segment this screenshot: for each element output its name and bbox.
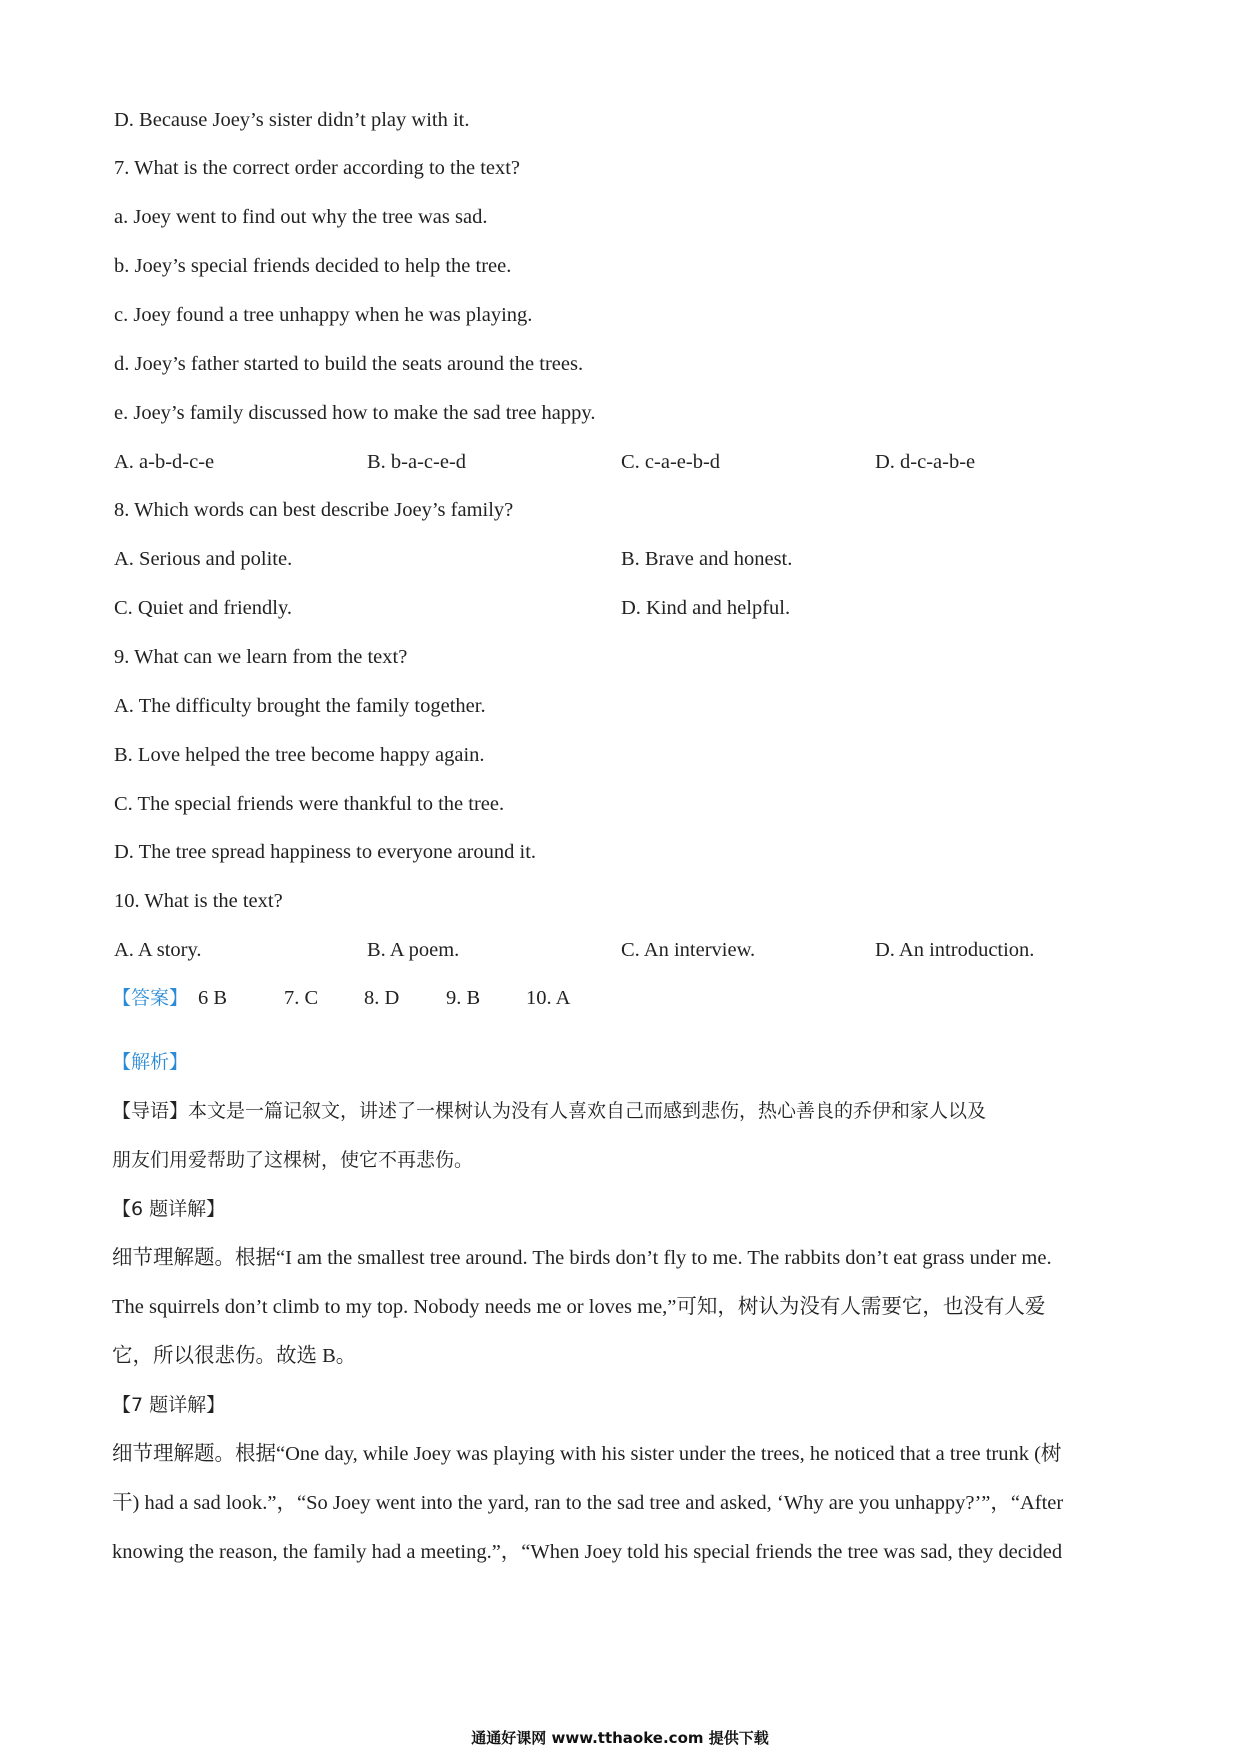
q8-option-a: A. Serious and polite. xyxy=(114,548,293,570)
guide-line-2: 朋友们用爱帮助了这棵树，使它不再悲伤。 xyxy=(112,1149,474,1171)
q8-option-b: B. Brave and honest. xyxy=(621,548,793,570)
q7-detail-line-1: 细节理解题。根据“One day, while Joey was playing with his sister under the trees, he noticed that a tree trunk (树 xyxy=(112,1443,1062,1465)
q6-option-d: D. Because Joey’s sister didn’t play with it. xyxy=(114,109,470,131)
answer-tag: 【答案】 xyxy=(112,987,189,1009)
q7-item-b: b. Joey’s special friends decided to help the tree. xyxy=(114,255,512,277)
q10-option-b: B. A poem. xyxy=(367,939,460,961)
q8-option-c: C. Quiet and friendly. xyxy=(114,597,293,619)
q9-option-b: B. Love helped the tree become happy again. xyxy=(114,744,485,766)
q7-detail-line-3: knowing the reason, the family had a meeting.”，“When Joey told his special friends the tree was sad, they decided xyxy=(112,1541,1063,1563)
q9-stem: 9. What can we learn from the text? xyxy=(114,646,408,668)
q10-option-a: A. A story. xyxy=(114,939,202,961)
q7-item-c: c. Joey found a tree unhappy when he was playing. xyxy=(114,304,533,326)
guide-line-1: 【导语】本文是一篇记叙文，讲述了一棵树认为没有人喜欢自己而感到悲伤，热心善良的乔伊和家人以及 xyxy=(112,1100,987,1122)
q9-option-d: D. The tree spread happiness to everyone around it. xyxy=(114,841,537,863)
q7-detail-line-2: 干) had a sad look.”，“So Joey went into the yard, ran to the sad tree and asked, ‘Why are you unhappy?’”，“After xyxy=(112,1492,1064,1514)
q7-item-a: a. Joey went to find out why the tree was sad. xyxy=(114,206,488,228)
q8-stem: 8. Which words can best describe Joey’s family? xyxy=(114,499,514,521)
q6-detail-line-2: The squirrels don’t climb to my top. Nobody needs me or loves me,”可知，树认为没有人需要它，也没有人爱 xyxy=(112,1296,1046,1318)
q7-item-e: e. Joey’s family discussed how to make the sad tree happy. xyxy=(114,402,596,424)
answer-7: 7. C xyxy=(284,987,319,1009)
q7-option-d: D. d-c-a-b-e xyxy=(875,451,976,473)
q10-option-d: D. An introduction. xyxy=(875,939,1035,961)
q8-option-d: D. Kind and helpful. xyxy=(621,597,791,619)
answer-6: 6 B xyxy=(198,987,228,1009)
q7-option-c: C. c-a-e-b-d xyxy=(621,451,721,473)
q9-option-c: C. The special friends were thankful to the tree. xyxy=(114,793,505,815)
q10-stem: 10. What is the text? xyxy=(114,890,283,912)
analysis-tag: 【解析】 xyxy=(112,1051,189,1073)
q7-stem: 7. What is the correct order according to the text? xyxy=(114,157,521,179)
q7-option-b: B. b-a-c-e-d xyxy=(367,451,467,473)
answer-10: 10. A xyxy=(526,987,571,1009)
q9-option-a: A. The difficulty brought the family together. xyxy=(114,695,486,717)
q10-option-c: C. An interview. xyxy=(621,939,756,961)
q7-item-d: d. Joey’s father started to build the seats around the trees. xyxy=(114,353,584,375)
q6-detail-heading: 【6 题详解】 xyxy=(112,1198,226,1220)
q7-detail-heading: 【7 题详解】 xyxy=(112,1394,226,1416)
answer-8: 8. D xyxy=(364,987,400,1009)
page-footer[interactable]: 通通好课网 www.tthaoke.com 提供下载 xyxy=(471,1729,769,1747)
answer-9: 9. B xyxy=(446,987,481,1009)
q6-detail-line-1: 细节理解题。根据“I am the smallest tree around. The birds don’t fly to me. The rabbits don’t eat grass under me. xyxy=(112,1247,1052,1269)
q7-option-a: A. a-b-d-c-e xyxy=(114,451,215,473)
q6-detail-line-3: 它，所以很悲伤。故选 B。 xyxy=(112,1345,357,1367)
